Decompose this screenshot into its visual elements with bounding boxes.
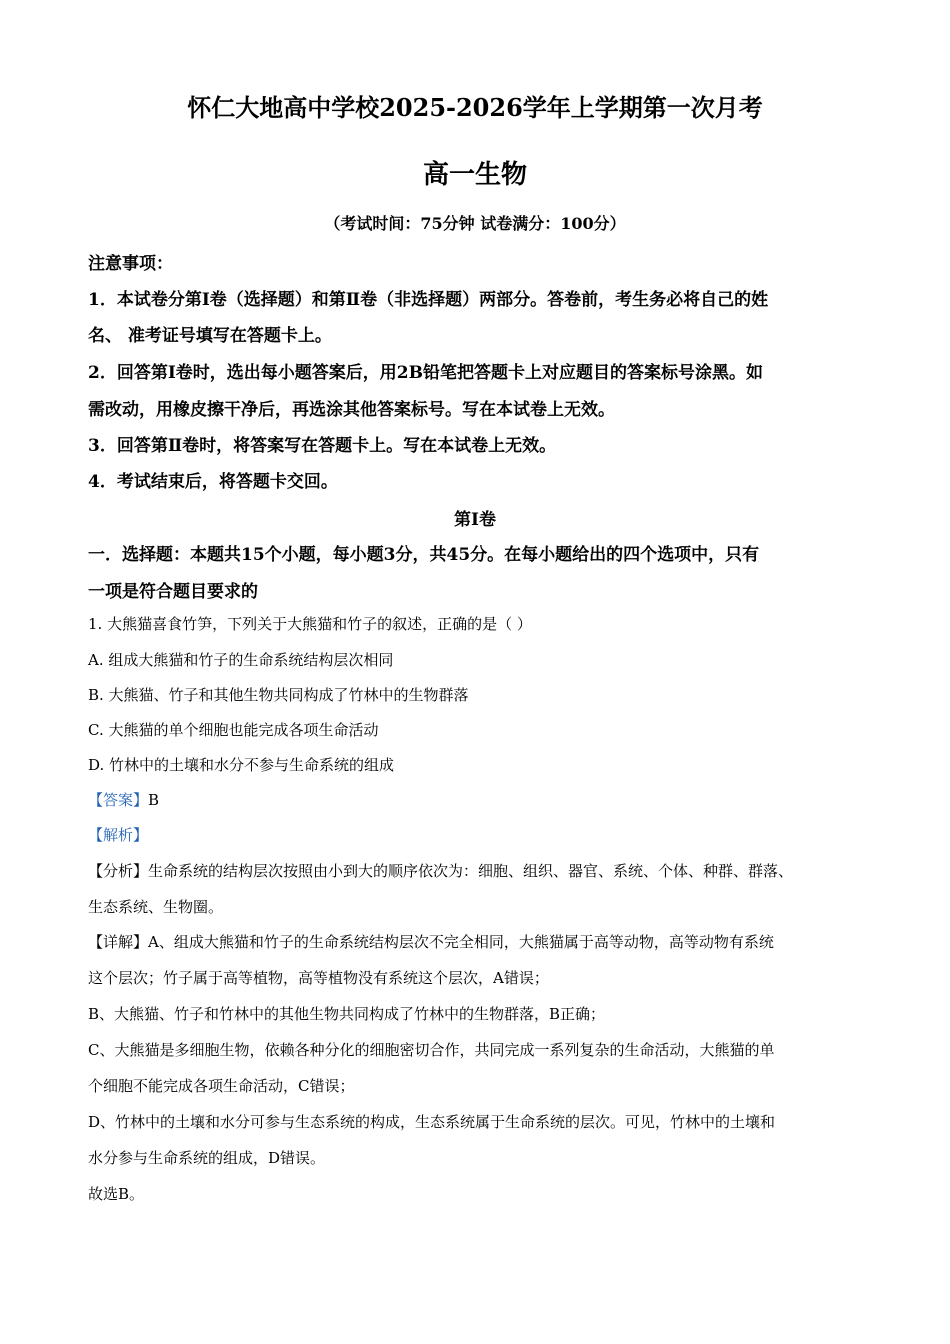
note-line: 1．本试卷分第Ⅰ卷（选择题）和第Ⅱ卷（非选择题）两部分。答卷前，考生务必将自己的姓 [88,290,769,310]
explanation-line: B、大熊猫、竹子和竹林中的其他生物共同构成了竹林中的生物群落，B正确； [88,1005,606,1023]
note-line: 3．回答第Ⅱ卷时，将答案写在答题卡上。写在本试卷上无效。 [88,436,557,456]
question-stem: 1. 大熊猫喜食竹笋，下列关于大熊猫和竹子的叙述，正确的是（ ） [88,615,532,633]
note-line: 4．考试结束后，将答题卡交回。 [88,472,338,492]
analysis-tag: 【解析】 [88,826,149,844]
note-line: 名、 准考证号填写在答题卡上。 [88,326,332,346]
explanation-line: 这个层次；竹子属于高等植物，高等植物没有系统这个层次，A错误； [88,969,549,987]
option-d: D. 竹林中的土壤和水分不参与生命系统的组成 [88,756,395,774]
explanation-line: D、竹林中的土壤和水分可参与生态系统的构成，生态系统属于生命系统的层次。可见，竹林中的土壤和 [88,1113,776,1131]
exam-time-info: （考试时间：75分钟 试卷满分：100分） [324,214,626,233]
explanation-line: 【分析】生命系统的结构层次按照由小到大的顺序依次为：细胞、组织、器官、系统、个体、种群、群落、 [88,862,794,880]
note-line: 2．回答第Ⅰ卷时，选出每小题答案后，用2B铅笔把答题卡上对应题目的答案标号涂黑。如 [88,363,763,383]
answer-value: B [148,791,160,809]
note-line: 需改动，用橡皮擦干净后，再选涂其他答案标号。写在本试卷上无效。 [88,400,615,420]
explanation-line: 故选B。 [88,1185,145,1203]
exam-title: 怀仁大地高中学校2025-2026学年上学期第一次月考 [187,93,763,122]
option-c: C. 大熊猫的单个细胞也能完成各项生命活动 [88,721,379,739]
section-heading: 一．选择题：本题共15个小题，每小题3分，共45分。在每小题给出的四个选项中，只有 [88,545,760,565]
subject-title: 高一生物 [422,160,527,190]
volume-title: 第Ⅰ卷 [454,510,496,530]
explanation-line: 生态系统、生物圈。 [88,898,224,916]
explanation-line: C、大熊猫是多细胞生物，依赖各种分化的细胞密切合作，共同完成一系列复杂的生命活动，大熊猫的单 [88,1041,775,1059]
section-heading: 一项是符合题目要求的 [88,582,258,602]
explanation-line: 【详解】A、组成大熊猫和竹子的生命系统结构层次不完全相同，大熊猫属于高等动物，高等动物有系统 [88,933,774,951]
explanation-line: 个细胞不能完成各项生命活动，C错误； [88,1077,355,1095]
explanation-line: 水分参与生命系统的组成，D错误。 [88,1149,326,1167]
notes-heading: 注意事项： [88,254,173,274]
option-b: B. 大熊猫、竹子和其他生物共同构成了竹林中的生物群落 [88,686,469,704]
answer-tag: 【答案】 [88,791,149,809]
answer-line [88,789,159,810]
option-a: A. 组成大熊猫和竹子的生命系统结构层次相同 [88,651,394,669]
